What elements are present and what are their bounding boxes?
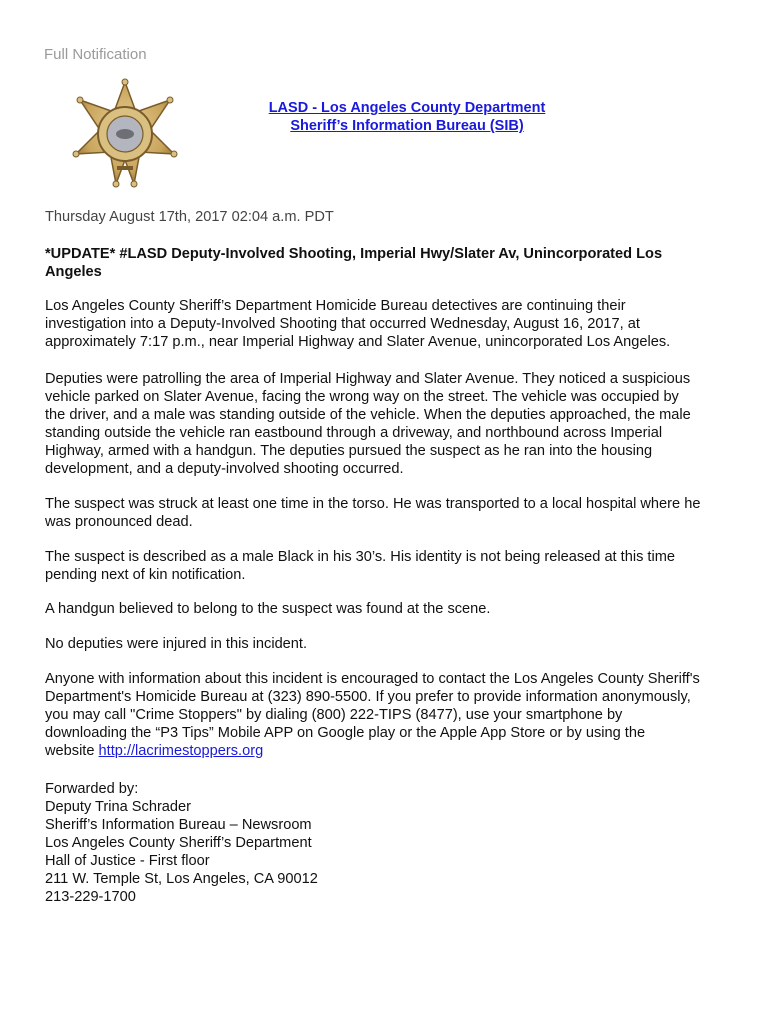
sheriff-badge-icon (70, 78, 180, 188)
forwarded-phone: 213-229-1700 (45, 889, 136, 905)
paragraph-line: approximately 7:17 p.m., near Imperial Highway and Slater Avenue, unincorporated Los Angeles. (45, 334, 671, 350)
forwarded-block (45, 780, 735, 906)
header-subtitle-link[interactable]: Sheriff’s Information Bureau (SIB) (290, 118, 524, 134)
crimestoppers-link[interactable]: http://lacrimestoppers.org (98, 743, 264, 759)
notification-label: Full Notification (44, 46, 147, 63)
paragraph-investigation (45, 297, 735, 351)
paragraph-line: standing outside the vehicle ran eastbound through a driveway, and northbound across Imperial (45, 425, 663, 441)
paragraph-line: Los Angeles County Sheriff’s Department Homicide Bureau detectives are continuing their (45, 298, 626, 314)
paragraph-line: was pronounced dead. (45, 514, 193, 530)
release-date: Thursday August 17th, 2017 02:04 a.m. PDT (45, 209, 334, 225)
paragraph-line: The suspect was struck at least one time in the torso. He was transported to a local hospital where he (45, 496, 701, 512)
paragraph-line: pending next of kin notification. (45, 567, 246, 583)
paragraph-line: Department's Homicide Bureau at (323) 890-5500. If you prefer to provide information anonymously, (45, 689, 691, 705)
paragraph-handgun: A handgun believed to belong to the suspect was found at the scene. (45, 601, 491, 617)
forwarded-unit: Sheriff’s Information Bureau – Newsroom (45, 817, 312, 833)
forwarded-location: Hall of Justice - First floor (45, 853, 210, 869)
forwarded-dept: Los Angeles County Sheriff’s Department (45, 835, 312, 851)
paragraph-line: Highway, armed with a handgun. The deputies pursued the suspect as he ran into the housing (45, 443, 653, 459)
header-title-link[interactable]: LASD - Los Angeles County Department (268, 100, 546, 116)
paragraph-line: downloading the “P3 Tips” Mobile APP on Google play or the Apple App Store or by using the (45, 725, 646, 741)
paragraph-suspect-status (45, 495, 735, 531)
paragraph-line: Deputies were patrolling the area of Imperial Highway and Slater Avenue. They noticed a suspicious (45, 371, 691, 387)
paragraph-suspect-description (45, 548, 735, 584)
paragraph-contact-info (45, 670, 735, 760)
paragraph-line: you may call "Crime Stoppers" by dialing (800) 222-TIPS (8477), use your smartphone by (45, 707, 623, 723)
paragraph-line: Anyone with information about this incident is encouraged to contact the Los Angeles County Sheriff's (45, 671, 700, 687)
paragraph-line: development, and a deputy-involved shooting occurred. (45, 461, 404, 477)
paragraph-incident (45, 370, 735, 478)
paragraph-line: vehicle parked on Slater Avenue, facing the wrong way on the street. The vehicle was occupied by (45, 389, 679, 405)
paragraph-line: The suspect is described as a male Black in his 30’s. His identity is not being released at this time (45, 549, 676, 565)
website-prefix: website (45, 743, 99, 759)
paragraph-line (45, 742, 735, 760)
headline-line: *UPDATE* #LASD Deputy-Involved Shooting, Imperial Hwy/Slater Av, Unincorporated Los (45, 246, 663, 262)
paragraph-no-injuries: No deputies were injured in this incident. (45, 636, 308, 652)
paragraph-line: the driver, and a male was standing outside of the vehicle. When the deputies approached, the male (45, 407, 691, 423)
forwarded-address: 211 W. Temple St, Los Angeles, CA 90012 (45, 871, 318, 887)
headline (45, 245, 735, 281)
forwarded-label: Forwarded by: (45, 781, 139, 797)
forwarded-name: Deputy Trina Schrader (45, 799, 192, 815)
paragraph-line: investigation into a Deputy-Involved Shooting that occurred Wednesday, August 16, 2017, at (45, 316, 640, 332)
headline-line: Angeles (45, 264, 102, 280)
